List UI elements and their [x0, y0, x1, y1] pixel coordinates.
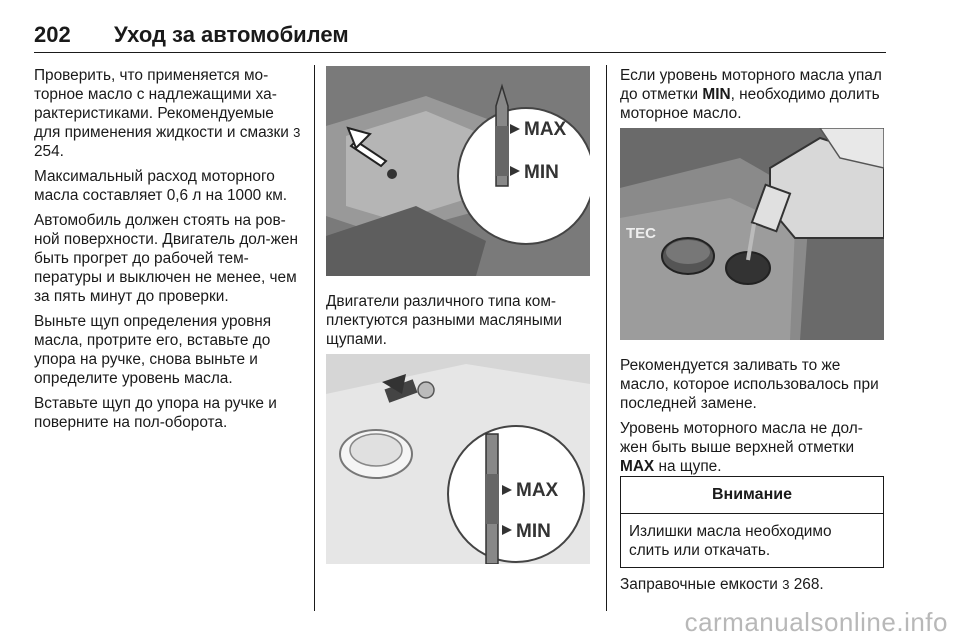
paragraph-consumption: Максимальный расход моторного масла составляет 0,6 л на 1000 км.	[34, 168, 288, 204]
middle-column-caption-block	[326, 292, 596, 355]
right-column-middle	[620, 356, 886, 482]
right-column-top	[620, 66, 886, 129]
caption-dipstick-types: Двигатели различного типа ком-плектуются разными масляными щупами.	[326, 293, 562, 348]
svg-text:MIN: MIN	[516, 521, 551, 542]
capacities-reference: Заправочные емкости 3 268.	[620, 576, 824, 593]
caution-callout	[620, 476, 884, 568]
svg-text:MAX: MAX	[524, 119, 567, 140]
caution-title: Внимание	[621, 477, 883, 514]
figure-oil-filling	[620, 128, 884, 340]
paragraph-dipstick-check: Выньте щуп определения уровня масла, протрите его, вставьте до упора на ручке, снова выньте и определите уровень масла.	[34, 313, 272, 387]
svg-text:MIN: MIN	[524, 162, 559, 183]
paragraph-oil-spec: Проверить, что применяется мо-торное масло с надлежащими ха-рактеристиками. Рекомендуемые для применения жидкости и смазки 3 254.	[34, 67, 301, 160]
column-divider-left	[314, 65, 315, 611]
page-header	[34, 22, 886, 52]
svg-text:MAX: MAX	[516, 480, 559, 501]
column-divider-right	[606, 65, 607, 611]
page-ref-icon: 3	[782, 577, 790, 592]
left-column	[34, 66, 304, 438]
page-number: 202	[34, 22, 71, 47]
header-divider	[34, 52, 886, 53]
caution-body: Излишки масла необходимо слить или откачать.	[629, 523, 832, 559]
page-title: Уход за автомобилем	[114, 22, 349, 47]
engine-illustration-1	[326, 66, 590, 276]
figure-dipstick-engine-2	[326, 354, 590, 564]
figure-dipstick-engine-1	[326, 66, 590, 276]
page-ref-link[interactable]: 254.	[34, 143, 64, 160]
page-ref-icon: 3	[293, 125, 301, 140]
watermark: carmanualsonline.info	[684, 607, 948, 637]
page-ref-link[interactable]: 268.	[793, 576, 824, 593]
paragraph-max-level: Уровень моторного масла не дол-жен быть выше верхней отметки MAX на щупе.	[620, 420, 863, 475]
oil-filling-illustration	[620, 128, 884, 340]
paragraph-min-level: Если уровень моторного масла упал до отметки MIN, необходимо долить моторное масло.	[620, 67, 882, 122]
paragraph-level-surface: Автомобиль должен стоять на ров-ной поверхности. Двигатель дол-жен быть прогрет до рабочей тем-пературы и выключен не менее, чем за пять минут до проверки.	[34, 212, 298, 305]
paragraph-insert-dipstick: Вставьте щуп до упора на ручке и поверните на пол-оборота.	[34, 395, 277, 431]
engine-illustration-2	[326, 354, 590, 564]
svg-text:TEC: TEC	[626, 225, 656, 242]
paragraph-same-oil: Рекомендуется заливать то же масло, которое использовалось при последней замене.	[620, 357, 879, 412]
